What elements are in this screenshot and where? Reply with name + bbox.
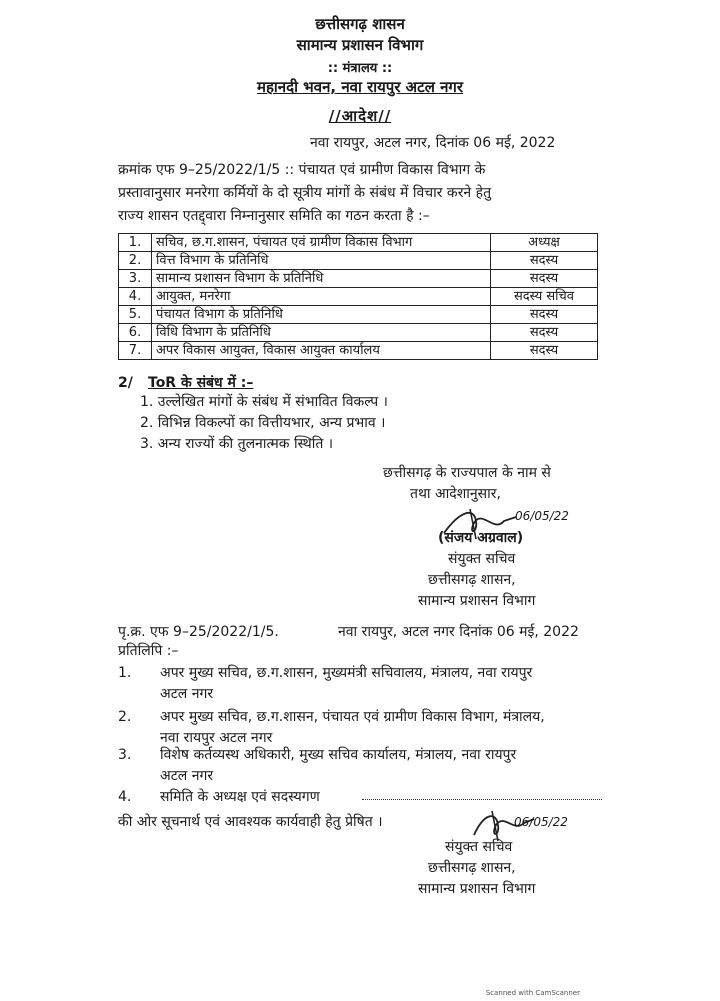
member-number: 6. [119,324,152,342]
copy-item-1-line2: अटल नगर [160,686,214,702]
header-ministry: :: मंत्रालय :: [327,61,393,76]
header-department: सामान्य प्रशासन विभाग [296,36,424,54]
table-row [119,288,598,306]
member-number: 5. [119,306,152,324]
table-row [119,252,598,270]
tor-item-1: 1. उल्लेखित मांगों के संबंध में संभावित विकल्प । [140,394,388,410]
member-role: सदस्य [491,270,598,288]
copy-item-4-dotted-line [362,799,602,800]
table-row [119,234,598,252]
signature-2-dept: सामान्य प्रशासन विभाग [418,881,536,897]
para1-line3: राज्य शासन एतद्द्वारा निम्नानुसार समिति का गठन करता है :– [118,208,430,224]
header-government: छत्तीसगढ़ शासन [315,15,405,33]
table-row [119,306,598,324]
copy-item-4-line1: समिति के अध्यक्ष एवं सदस्यगण [160,789,320,805]
copy-item-3-number: 3. [118,747,132,763]
tor-heading: ToR के संबंध में :– [148,375,254,391]
authority-line2: तथा आदेशानुसार, [410,486,501,502]
member-role: सदस्य [491,324,598,342]
signature-1-date: 06/05/22 [515,509,569,523]
member-role: सदस्य [491,306,598,324]
copy-item-2-line1: अपर मुख्य सचिव, छ.ग.शासन, पंचायत एवं ग्रामीण विकास विभाग, मंत्रालय, [160,709,545,725]
member-number: 1. [119,234,152,252]
copy-closing: की ओर सूचनार्थ एवं आवश्यक कार्यवाही हेतु प्रेषित । [118,814,383,830]
member-role: अध्यक्ष [491,234,598,252]
member-designation: अपर विकास आयुक्त, विकास आयुक्त कार्यालय [152,342,491,360]
copy-item-2-number: 2. [118,709,132,725]
table-row [119,270,598,288]
copy-reference: पृ.क्र. एफ 9–25/2022/1/5. [118,624,279,640]
order-title: //आदेश// [328,107,392,125]
member-number: 7. [119,342,152,360]
scanner-watermark: Scanned with CamScanner [485,989,580,997]
order-date-line: नवा रायपुर, अटल नगर, दिनांक 06 मई, 2022 [310,135,556,151]
para1-line1: क्रमांक एफ 9–25/2022/1/5 :: पंचायत एवं ग्रामीण विकास विभाग के [118,162,486,178]
member-designation: विधि विभाग के प्रतिनिधि [152,324,491,342]
member-role: सदस्य सचिव [491,288,598,306]
member-designation: सामान्य प्रशासन विभाग के प्रतिनिधि [152,270,491,288]
header-address: महानदी भवन, नवा रायपुर अटल नगर [256,78,464,96]
copy-reference-date: नवा रायपुर, अटल नगर दिनांक 06 मई, 2022 [338,624,579,640]
member-number: 2. [119,252,152,270]
table-row [119,324,598,342]
member-role: सदस्य [491,252,598,270]
para1-line2: प्रस्तावानुसार मनरेगा कर्मियों के दो सूत्रीय मांगों के संबंध में विचार करने हेतु [118,185,492,201]
copy-item-4-number: 4. [118,789,132,805]
member-role: सदस्य [491,342,598,360]
copy-item-2-line2: नवा रायपुर अटल नगर [160,730,273,746]
signature-2-designation: संयुक्त सचिव [445,839,513,855]
copy-item-3-line2: अटल नगर [160,768,214,784]
member-designation: आयुक्त, मनरेगा [152,288,491,306]
signature-1-dept: सामान्य प्रशासन विभाग [418,593,536,609]
table-row [119,342,598,360]
copy-item-1-line1: अपर मुख्य सचिव, छ.ग.शासन, मुख्यमंत्री सचिवालय, मंत्रालय, नवा रायपुर [160,665,533,681]
committee-members-table [118,233,598,360]
signature-1-designation: संयुक्त सचिव [448,551,516,567]
member-designation: पंचायत विभाग के प्रतिनिधि [152,306,491,324]
tor-heading-number: 2/ [118,375,133,391]
signature-2-govt: छत्तीसगढ़ शासन, [428,860,516,876]
copy-item-1-number: 1. [118,665,132,681]
member-designation: वित्त विभाग के प्रतिनिधि [152,252,491,270]
signature-1-govt: छत्तीसगढ़ शासन, [428,572,516,588]
copy-item-3-line1: विशेष कर्तव्यस्थ अधिकारी, मुख्य सचिव कार्यालय, मंत्रालय, नवा रायपुर [160,747,517,763]
member-number: 4. [119,288,152,306]
signer-name: (संजय अग्रवाल) [438,530,524,546]
authority-line1: छत्तीसगढ़ के राज्यपाल के नाम से [383,465,551,481]
member-designation: सचिव, छ.ग.शासन, पंचायत एवं ग्रामीण विकास विभाग [152,234,491,252]
signature-2-date: 06/05/22 [514,815,568,829]
tor-item-3: 3. अन्य राज्यों की तुलनात्मक स्थिति । [140,436,334,452]
member-number: 3. [119,270,152,288]
copy-label: प्रतिलिपि :– [118,643,179,659]
tor-item-2: 2. विभिन्न विकल्पों का वित्तीयभार, अन्य प्रभाव । [140,415,386,431]
